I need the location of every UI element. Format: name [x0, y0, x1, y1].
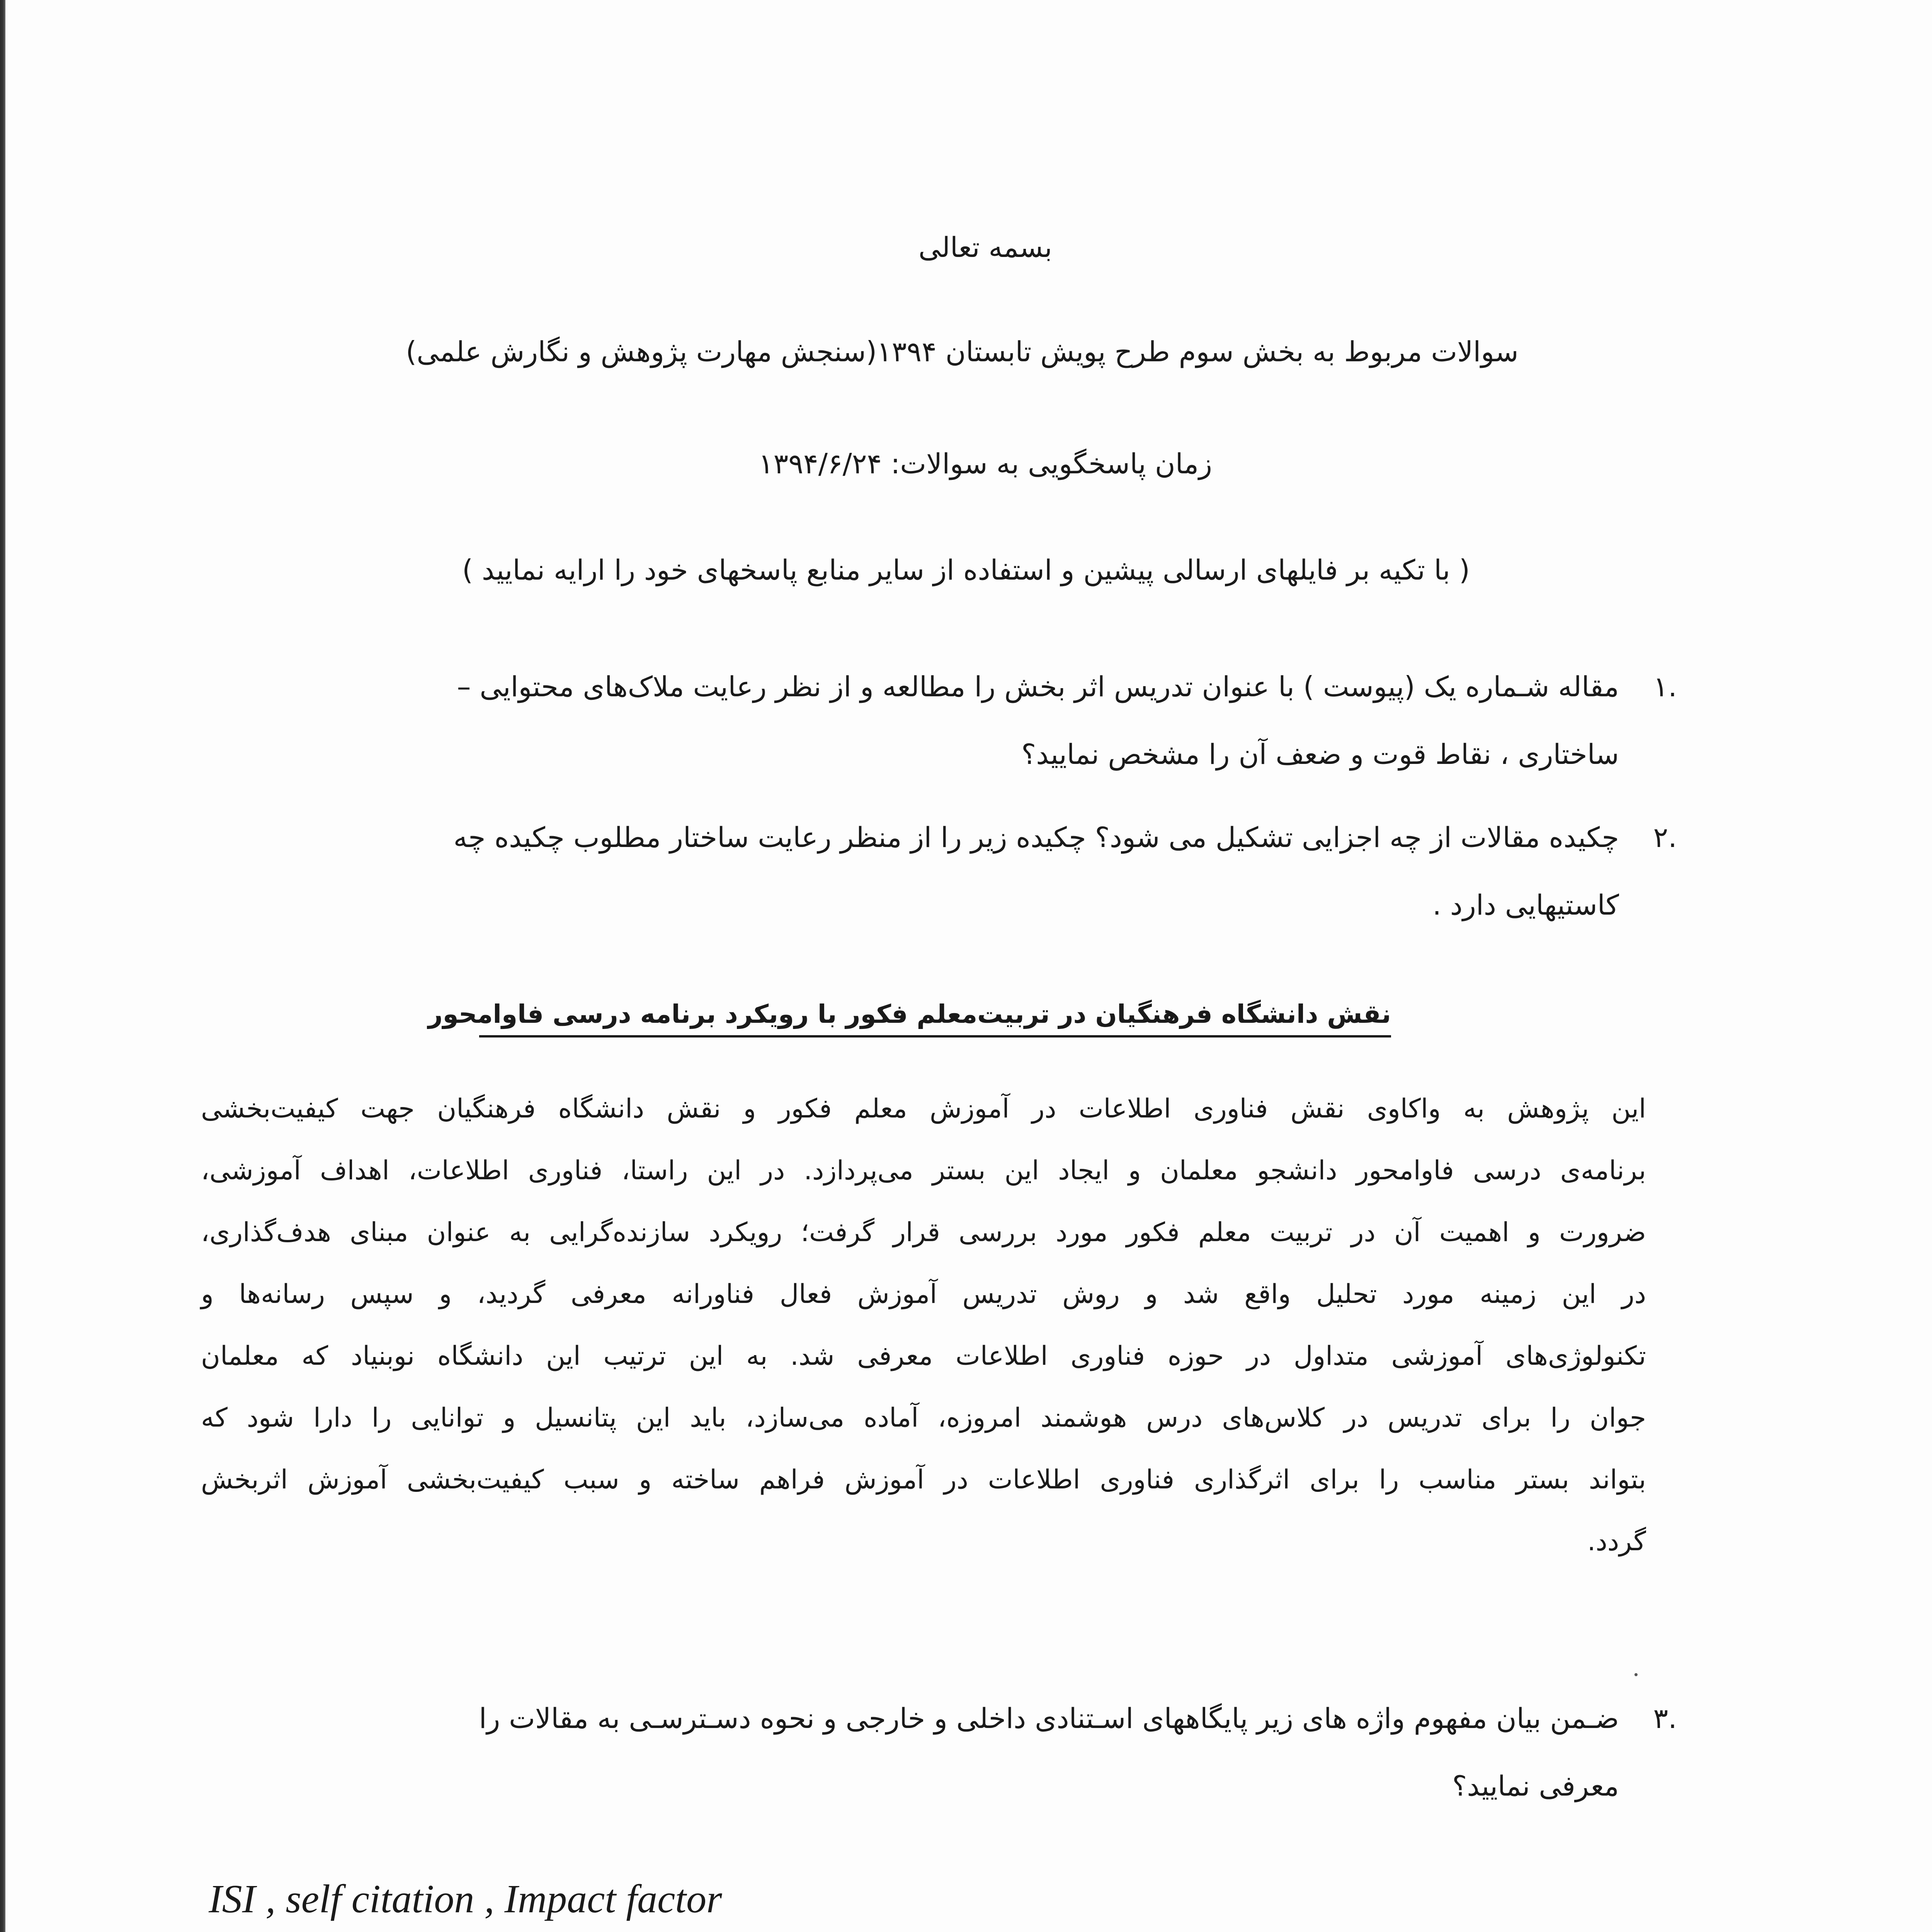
scan-speck [1634, 1673, 1638, 1676]
document-title: سوالات مربوط به بخش سوم طرح پویش تابستان ۱۳۹۴(سنجش مهارت پژوهش و نگارش علمی) [406, 335, 1519, 368]
question-text-line: ساختاری ، نقاط قوت و ضعف آن را مشخص نمایید؟ [1021, 738, 1619, 770]
abstract-line: در این زمینه مورد تحلیل واقع شد و روش تدریس آموزش فعال فناورانه معرفی گردید، و سپس رسانه‌ها و [201, 1279, 1646, 1310]
abstract-line: تکنولوژی‌های آموزشی متداول در حوزه فناوری اطلاعات معرفی شد. به این ترتیب این دانشگاه نوبنیاد که معلمان [201, 1341, 1646, 1371]
question-text-line: معرفی نمایید؟ [1452, 1770, 1619, 1802]
abstract-line: این پژوهش به واکاوی نقش فناوری اطلاعات در آموزش معلم فکور و نقش دانشگاه فرهنگیان جهت کیفیت‌بخشی [201, 1094, 1646, 1124]
abstract-line: بتواند بستر مناسب را برای اثرگذاری فناوری اطلاعات در آموزش فراهم ساخته و سبب کیفیت‌بخشی آموزش اثربخش [201, 1464, 1646, 1495]
question-number: ۲. [1653, 821, 1677, 854]
question-text-line: چکیده مقالات از چه اجزایی تشکیل می شود؟ چکیده زیر را از منظر رعایت ساختار مطلوب چکیده چه [453, 821, 1619, 854]
instructions-note: ( با تکیه بر فایلهای ارسالی پیشین و استفاده از سایر منابع پاسخهای خود را ارایه نمایید ) [462, 554, 1470, 586]
question-number: ۳. [1653, 1702, 1677, 1735]
question-1 [205, 653, 1677, 788]
abstract-line: گردد. [1587, 1526, 1646, 1557]
question-number: ۱. [1653, 670, 1677, 703]
question-3 [205, 1685, 1677, 1820]
deadline-line: زمان پاسخگویی به سوالات: ۱۳۹۴/۶/۲۴ [759, 447, 1212, 480]
abstract-line: جوان را برای تدریس در کلاس‌های درس هوشمند امروزه، آماده می‌سازد، باید این پتانسیل و توانایی را دارا شود که [201, 1403, 1646, 1433]
question-text-line: مقاله شـماره یک (پیوست ) با عنوان تدریس اثر بخش را مطالعه و از نظر رعایت ملاک‌های محتوایی – [457, 670, 1619, 703]
abstract-title: نقش دانشگاه فرهنگیان در تربیت‌معلم فکور با رویکرد برنامه درسی فاوامحور [479, 995, 1391, 1037]
citation-terms: ISI , self citation , Impact factor [209, 1877, 722, 1921]
question-2 [205, 804, 1677, 939]
question-text-line: ضـمن بیان مفهوم واژه های زیر پایگاههای اسـتنادی داخلی و خارجی و نحوه دسـترسـی به مقالات را [479, 1702, 1619, 1735]
abstract-body [201, 1078, 1646, 1573]
abstract-line: برنامه‌ی درسی فاوامحور دانشجو معلمان و ایجاد این بستر می‌پردازد. در این راستا، فناوری اطلاعات، اهداف آموزشی، [201, 1155, 1646, 1186]
question-text-line: کاستیهایی دارد . [1432, 889, 1619, 921]
bismillah-heading: بسمه تعالی [918, 231, 1053, 264]
abstract-line: ضرورت و اهمیت آن در تربیت معلم فکور مورد بررسی قرار گرفت؛ رویکرد سازنده‌گرایی به عنوان مبنای هدف‌گذاری، [201, 1217, 1646, 1248]
